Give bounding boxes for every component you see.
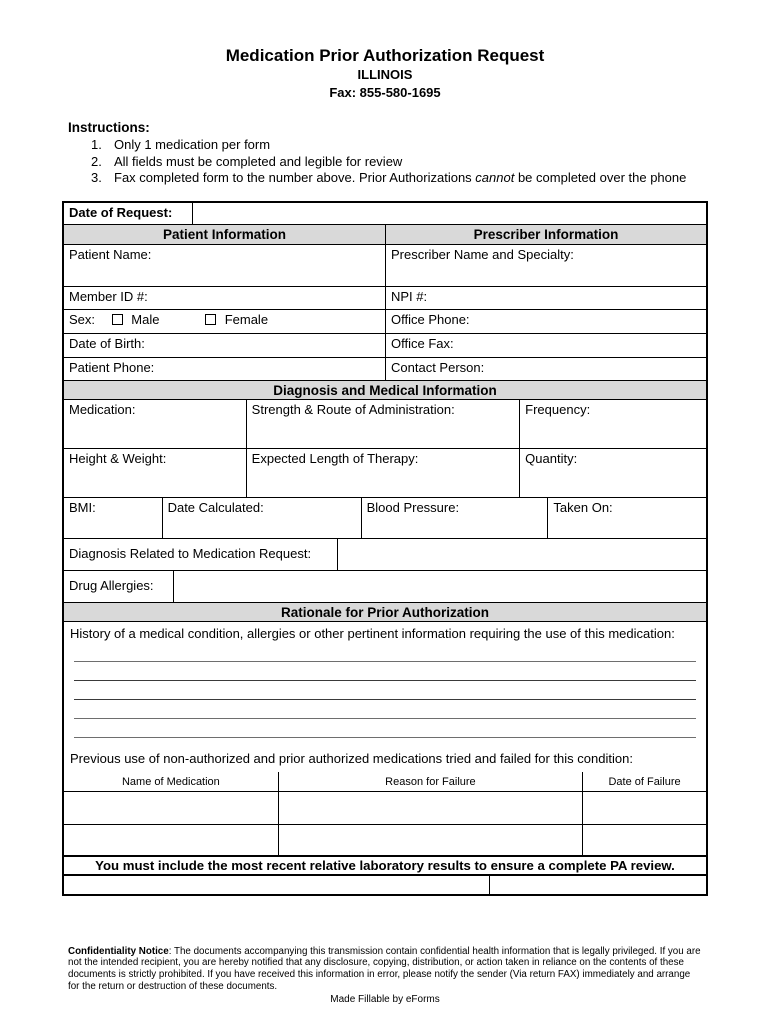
- medication-row: [64, 399, 706, 448]
- failure-reason-cell[interactable]: [278, 825, 582, 855]
- instruction-text: All fields must be completed and legible for review: [114, 153, 403, 169]
- bmi-label: BMI:: [69, 499, 96, 515]
- npi-field[interactable]: [385, 287, 706, 309]
- female-label: Female: [224, 311, 269, 327]
- prescriber-name-label: Prescriber Name and Specialty:: [391, 246, 574, 262]
- fax-number: Fax: 855-580-1695: [329, 85, 441, 100]
- instruction-text: Fax completed form to the number above. Prior Authorizations cannot be completed over the phone: [114, 170, 687, 185]
- height-weight-field[interactable]: [64, 449, 246, 497]
- drug-allergies-row: [64, 570, 706, 602]
- diagnosis-related-label: Diagnosis Related to Medication Request:: [69, 546, 312, 561]
- failure-reason-header: Reason for Failure: [278, 772, 582, 791]
- history-prompt: History of a medical condition, allergies or other pertinent information requiring the use of this medication:: [70, 625, 675, 641]
- bottom-row: [64, 876, 706, 894]
- authorization-form: [62, 201, 708, 896]
- office-phone-label: Office Phone:: [391, 311, 470, 327]
- med-table-row: [64, 792, 706, 825]
- contact-person-field[interactable]: [385, 358, 706, 380]
- document-header: [0, 0, 770, 103]
- instruction-number: 1.: [91, 137, 102, 152]
- state-subtitle: ILLINOIS: [357, 67, 413, 82]
- date-of-request-label: Date of Request:: [69, 204, 173, 220]
- medication-field[interactable]: [64, 400, 246, 448]
- instructions-block: [68, 119, 770, 187]
- med-table-row: [64, 825, 706, 855]
- rationale-body: [64, 621, 706, 855]
- sex-label: Sex:: [69, 311, 96, 327]
- med-table-header-row: [64, 772, 706, 792]
- section-header-row: [64, 224, 706, 244]
- patient-name-field[interactable]: [64, 245, 385, 286]
- npi-label: NPI #:: [391, 288, 428, 304]
- failure-date-header: Date of Failure: [582, 772, 706, 791]
- drug-allergies-label-cell: [64, 571, 173, 602]
- history-line[interactable]: [74, 700, 696, 719]
- confidentiality-text: : The documents accompanying this transmission contain confidential health information that is legally privileged. If you are not the intended recipient, you are hereby notified that any disclosure, copying, distribution, or action taken in reliance on the contents of these documents is strictly prohibited. If you have received this information in error, please notify the sender (Via return FAX) immediately and arrange for the return or destruction of these documents.: [68, 945, 701, 992]
- phone-row: [64, 357, 706, 380]
- medication-label: Medication:: [69, 401, 136, 417]
- drug-allergies-label: Drug Allergies:: [69, 578, 154, 593]
- male-label: Male: [131, 311, 160, 327]
- sex-row: [64, 309, 706, 333]
- quantity-field[interactable]: [519, 449, 706, 497]
- name-row: [64, 244, 706, 286]
- blood-pressure-field[interactable]: [361, 498, 548, 538]
- patient-information-header: Patient Information: [64, 225, 385, 244]
- instruction-item-2: [68, 154, 770, 171]
- female-checkbox[interactable]: [205, 314, 216, 325]
- diagnosis-header-row: [64, 380, 706, 399]
- strength-route-label: Strength & Route of Administration:: [251, 401, 455, 417]
- office-fax-label: Office Fax:: [391, 335, 454, 351]
- history-line[interactable]: [74, 646, 696, 662]
- date-calculated-field[interactable]: [162, 498, 361, 538]
- date-calculated-label: Date Calculated:: [167, 499, 264, 515]
- med-name-cell[interactable]: [64, 792, 278, 824]
- male-checkbox[interactable]: [112, 314, 123, 325]
- date-of-birth-label: Date of Birth:: [69, 335, 145, 351]
- med-name-header: Name of Medication: [121, 775, 220, 788]
- office-fax-field[interactable]: [385, 334, 706, 357]
- previous-medications-table: [64, 772, 706, 855]
- diagnosis-related-field[interactable]: [337, 539, 706, 570]
- history-line[interactable]: [74, 719, 696, 738]
- contact-person-label: Contact Person:: [391, 359, 485, 375]
- instruction-text: Only 1 medication per form: [114, 137, 271, 152]
- instruction-number: 3.: [91, 170, 102, 185]
- bottom-left-cell[interactable]: [64, 876, 490, 894]
- instruction-item-3: [68, 170, 770, 187]
- therapy-length-label: Expected Length of Therapy:: [251, 450, 419, 466]
- date-of-request-row: [64, 203, 706, 224]
- history-line[interactable]: [74, 681, 696, 700]
- office-phone-field[interactable]: [385, 310, 706, 333]
- history-write-area: [64, 646, 706, 738]
- history-line[interactable]: [74, 662, 696, 681]
- height-weight-row: [64, 448, 706, 497]
- diagnosis-related-row: [64, 538, 706, 570]
- date-of-request-field[interactable]: [192, 203, 706, 224]
- patient-phone-field[interactable]: [64, 358, 385, 380]
- page-title: Medication Prior Authorization Request: [225, 46, 545, 65]
- frequency-label: Frequency:: [525, 401, 591, 417]
- med-name-cell[interactable]: [64, 825, 278, 855]
- taken-on-label: Taken On:: [553, 499, 613, 515]
- made-fillable-credit: Made Fillable by eForms: [330, 994, 440, 1006]
- rationale-section-header: Rationale for Prior Authorization: [64, 603, 706, 621]
- bottom-right-cell[interactable]: [490, 876, 706, 894]
- therapy-length-field[interactable]: [246, 449, 519, 497]
- patient-phone-label: Patient Phone:: [69, 359, 155, 375]
- instruction-number: 2.: [91, 153, 102, 169]
- failure-date-cell[interactable]: [582, 825, 706, 855]
- strength-route-field[interactable]: [246, 400, 519, 448]
- drug-allergies-field[interactable]: [173, 571, 706, 602]
- sex-field: [64, 310, 385, 333]
- taken-on-field[interactable]: [547, 498, 706, 538]
- diagnosis-related-label-cell: [64, 539, 337, 570]
- quantity-label: Quantity:: [525, 450, 578, 466]
- id-row: [64, 286, 706, 309]
- rationale-header-row: [64, 602, 706, 621]
- failure-reason-cell[interactable]: [278, 792, 582, 824]
- frequency-field[interactable]: [519, 400, 706, 448]
- prescriber-information-header: Prescriber Information: [385, 225, 706, 244]
- bmi-field[interactable]: [64, 498, 162, 538]
- lab-results-note: You must include the most recent relative laboratory results to ensure a complete PA review.: [64, 855, 706, 876]
- bmi-row: [64, 497, 706, 538]
- height-weight-label: Height & Weight:: [69, 450, 167, 466]
- instruction-item-1: [68, 137, 770, 154]
- previous-use-prompt: Previous use of non-authorized and prior authorized medications tried and failed for this condition:: [70, 750, 633, 766]
- failure-date-cell[interactable]: [582, 792, 706, 824]
- confidentiality-notice: [68, 946, 702, 993]
- prescriber-name-field[interactable]: [385, 245, 706, 286]
- instructions-heading: Instructions:: [68, 120, 150, 135]
- patient-name-label: Patient Name:: [69, 246, 152, 262]
- diagnosis-section-header: Diagnosis and Medical Information: [64, 381, 706, 399]
- date-of-birth-field[interactable]: [64, 334, 385, 357]
- confidentiality-label: Confidentiality Notice: [68, 945, 169, 957]
- member-id-label: Member ID #:: [69, 288, 148, 304]
- member-id-field[interactable]: [64, 287, 385, 309]
- dob-row: [64, 333, 706, 357]
- blood-pressure-label: Blood Pressure:: [366, 499, 460, 515]
